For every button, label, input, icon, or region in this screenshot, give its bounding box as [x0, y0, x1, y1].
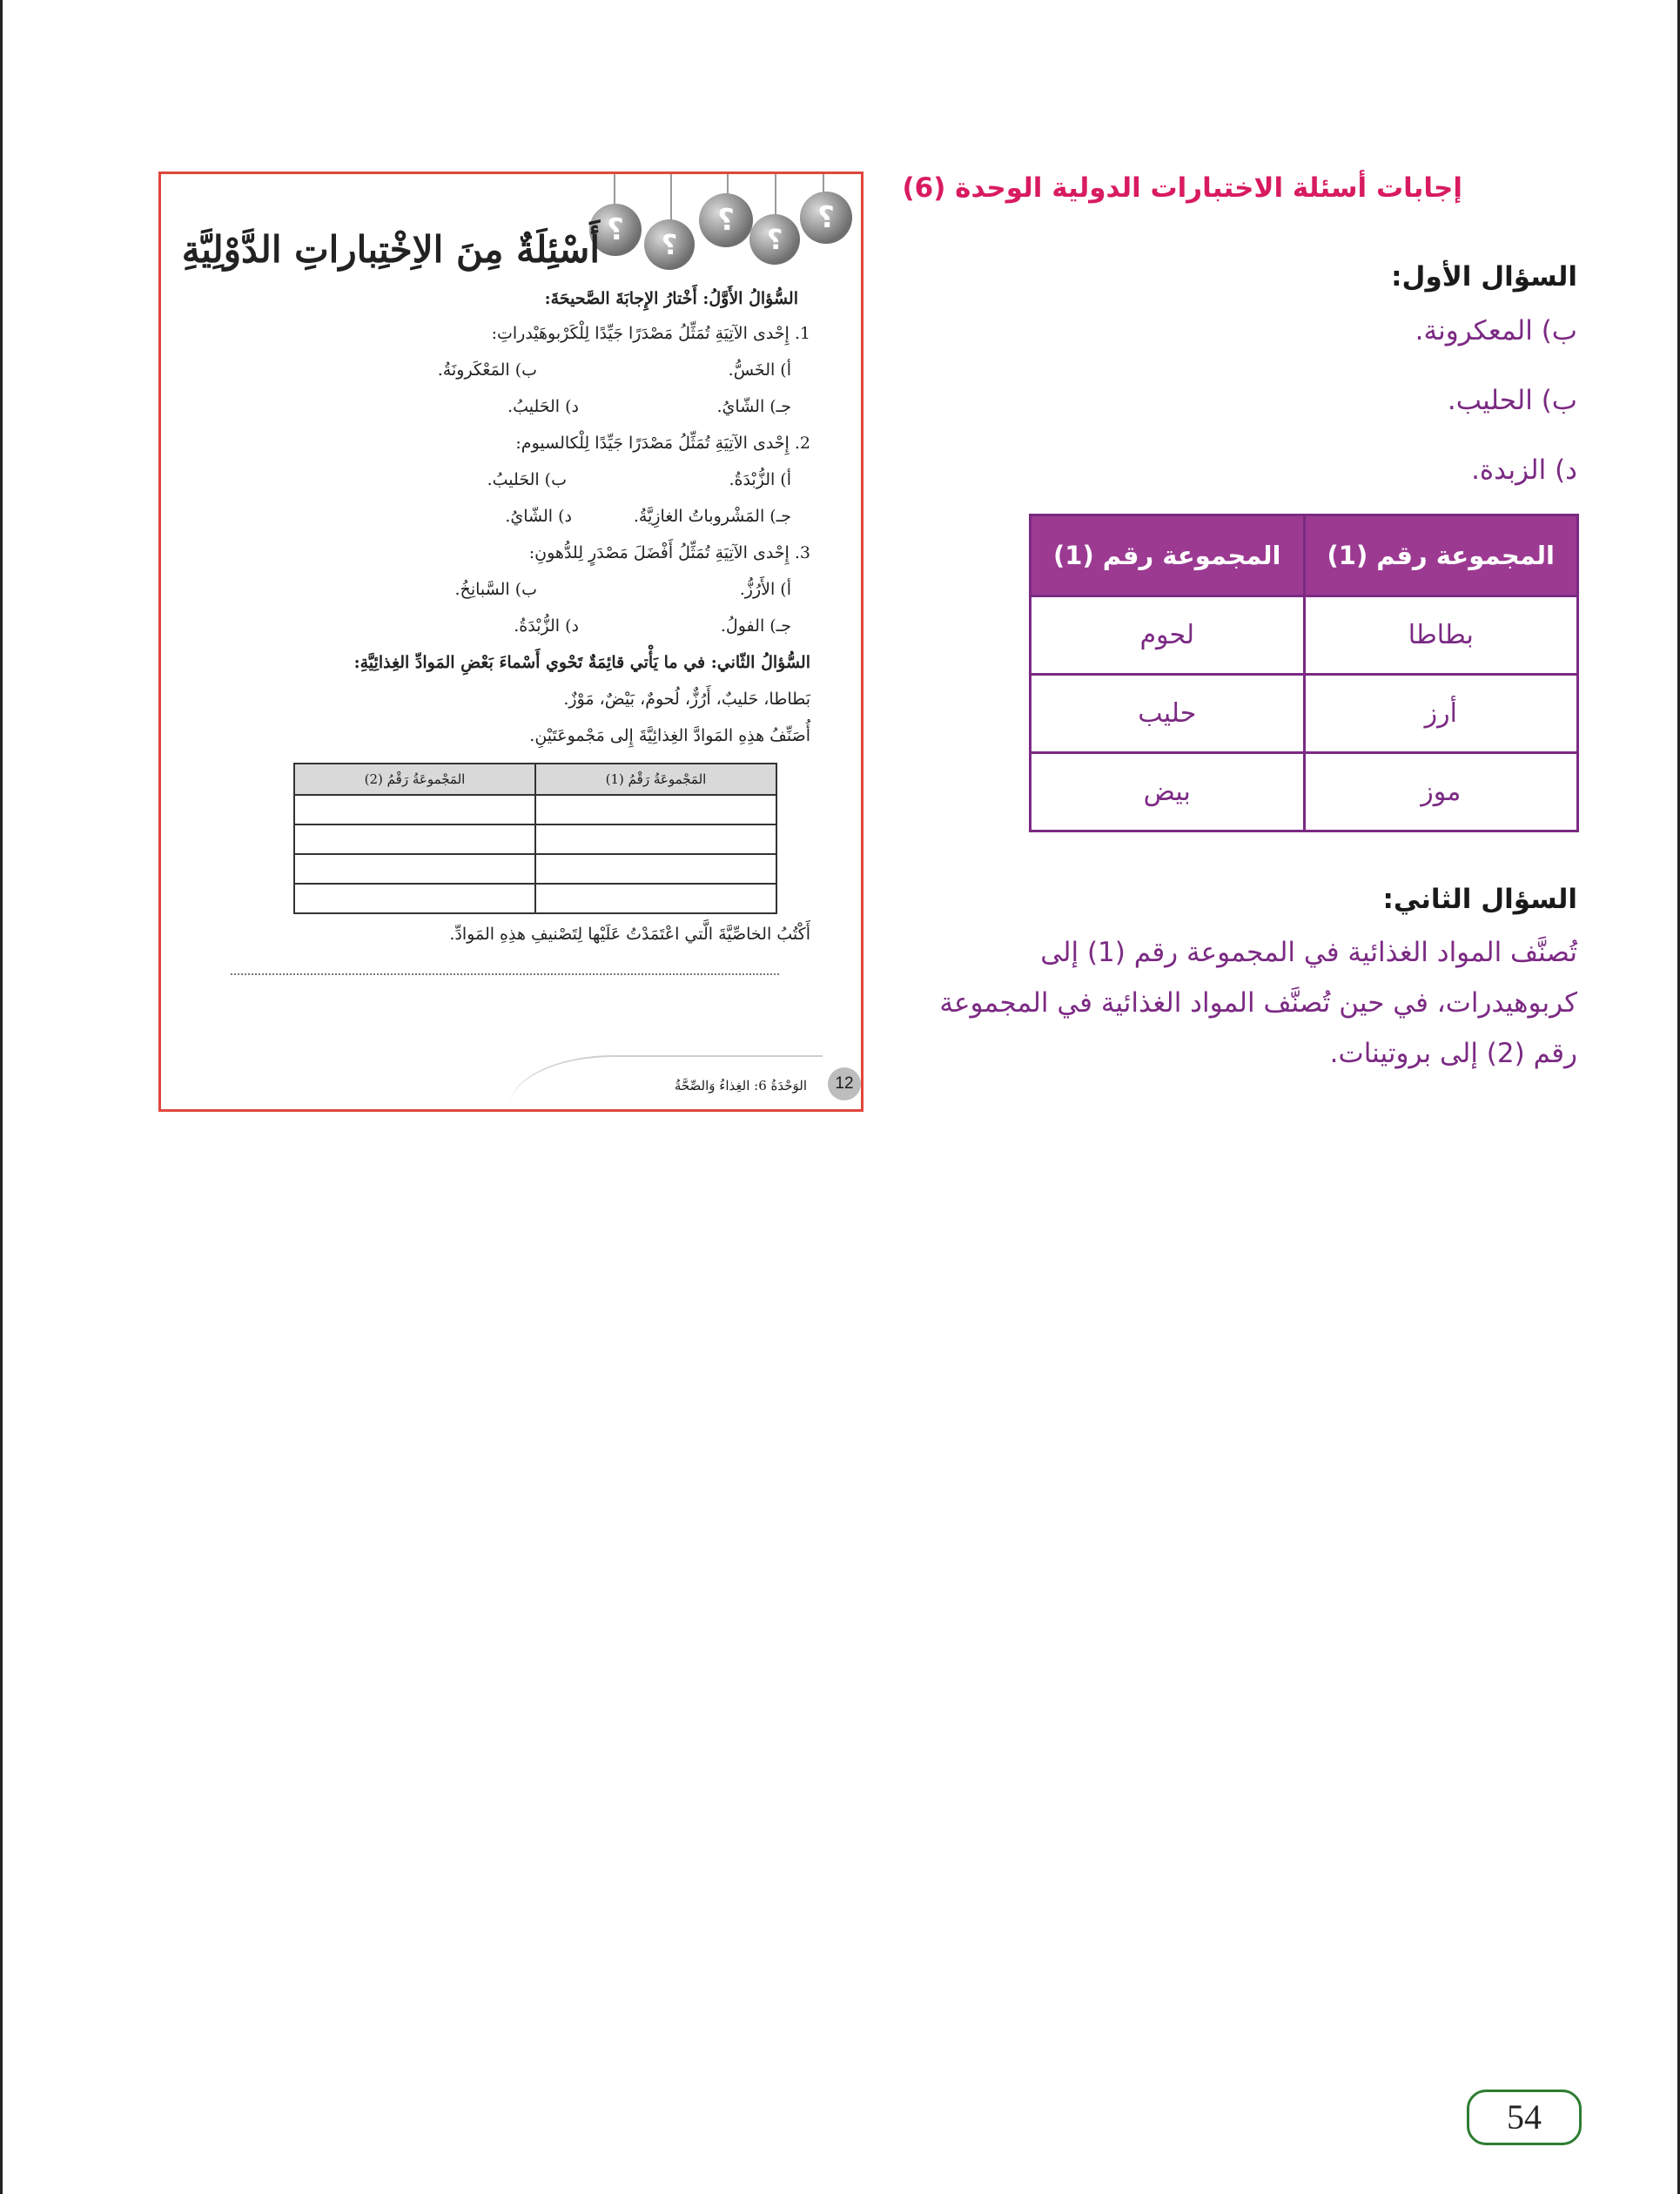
embedded-item-1-option-d: د) الحَليبُ.	[507, 397, 579, 416]
embedded-item-3-stem: 3. إِحْدى الآتِيَةِ تُمَثِّلُ أَفْضَلَ مَصْدَرٍ لِلدُّهونِ:	[528, 543, 810, 562]
question-ball-icon: ؟	[699, 193, 753, 247]
table-cell: بطاطا	[1304, 596, 1578, 675]
embedded-item-3-option-a: أ) الأَرُزُّ.	[739, 580, 791, 599]
answers-q1-item-3: د) الزبدة.	[1471, 454, 1577, 486]
answers-q2-heading: السؤال الثاني:	[1382, 884, 1577, 915]
embedded-workbook-page	[158, 172, 864, 1112]
table-cell	[535, 824, 776, 854]
embedded-item-3-option-d: د) الزُّبْدَةُ.	[514, 616, 579, 636]
question-ball-icon: ؟	[644, 219, 695, 270]
question-ball-icon: ؟	[749, 214, 800, 265]
question-ball-icon: ؟	[800, 192, 852, 244]
answers-table-header-1: المجموعة رقم (1)	[1304, 515, 1578, 596]
table-row	[1031, 596, 1578, 675]
answers-q1-item-2: ب) الحليب.	[1447, 385, 1577, 416]
answers-classification-table	[1029, 514, 1579, 832]
page-number: 54	[1467, 2090, 1582, 2145]
embedded-item-1-stem: 1. إِحْدى الآتِيَةِ تُمَثِّلُ مَصْدَرًا جَيِّدًا لِلْكَرْبوهَيْدراتِ:	[491, 324, 810, 343]
table-cell	[294, 824, 535, 854]
embedded-item-1-option-a: أ) الخَسُّ.	[728, 360, 791, 380]
table-cell: موز	[1304, 753, 1578, 831]
table-cell	[535, 795, 776, 824]
table-cell	[294, 854, 535, 884]
embedded-item-2-stem: 2. إِحْدى الآتِيَةِ تُمَثِّلُ مَصْدَرًا جَيِّدًا لِلْكالسيوم:	[515, 434, 810, 453]
embedded-q1-heading: السُّؤالُ الأَوَّلُ: أَخْتارُ الإِجابَةَ الصَّحيحَةَ:	[544, 289, 798, 308]
embedded-page-number: 12	[828, 1067, 861, 1100]
page-edge-left	[0, 0, 3, 2194]
answers-table-header-2: المجموعة رقم (1)	[1031, 515, 1305, 596]
embedded-item-2-option-b: ب) الحَليبُ.	[487, 470, 567, 489]
embedded-item-3-option-b: ب) السَّبانِخُ.	[454, 580, 537, 599]
table-cell	[294, 795, 535, 824]
table-cell: بيض	[1031, 753, 1305, 831]
table-cell: لحوم	[1031, 596, 1305, 675]
embedded-q2-list: بَطاطا، حَليبٌ، أَرُزٌّ، لُحومٌ، بَيْضٌ، مَوْزٌ.	[563, 690, 810, 709]
embedded-table-header-2: المَجْموعَةُ رَقْمُ (2)	[294, 764, 535, 795]
embedded-blank-table	[293, 763, 777, 914]
embedded-item-2-option-d: د) الشّايُ.	[505, 507, 572, 526]
embedded-write-prompt: أَكْتُبُ الخاصِّيَّةَ الَّتي اعْتَمَدْتُ عَلَيْها لِتَصْنيفِ هذِهِ المَوادِّ.	[449, 925, 810, 944]
embedded-answer-line	[231, 973, 779, 975]
embedded-item-1-option-b: ب) المَعْكَرونَةُ.	[437, 360, 537, 380]
table-cell	[535, 854, 776, 884]
embedded-footer: الوَحْدَةُ 6: الغِذاءُ وَالصِّحَّةُ	[674, 1078, 807, 1094]
embedded-item-1-option-c: جـ) الشّايُ.	[716, 397, 791, 416]
question-balls-decoration	[588, 174, 857, 287]
table-row	[1031, 753, 1578, 831]
embedded-q2-heading: السُّؤالُ الثّاني: في ما يَأْتي قائِمَةٌ تَحْوي أَسْماءَ بَعْضِ المَوادِّ الغِذائِيَّةِ:	[353, 653, 810, 672]
table-cell: أرز	[1304, 675, 1578, 753]
embedded-q2-instruction: أُصَنِّفُ هذِهِ المَوادَّ الغِذائِيَّةَ إِلى مَجْموعَتَيْنِ.	[529, 726, 810, 745]
table-cell: حليب	[1031, 675, 1305, 753]
answers-title: إجابات أسئلة الاختبارات الدولية الوحدة (6)	[902, 172, 1462, 204]
answers-q2-answer: تُصنَّف المواد الغذائية في المجموعة رقم (1) إلى كربوهيدرات، في حين تُصنَّف المواد الغذائية في المجموعة رقم (2) إلى بروتينات.	[939, 937, 1577, 1069]
embedded-table-header-1: المَجْموعَةُ رَقْمُ (1)	[535, 764, 776, 795]
embedded-title: أَسْئِلَةٌ مِنَ الاِخْتِباراتِ الدَّوْلِيَّةِ	[181, 228, 600, 271]
embedded-item-2-option-a: أ) الزُّبْدَةُ.	[729, 470, 791, 489]
table-cell	[294, 884, 535, 913]
table-cell	[535, 884, 776, 913]
answers-q1-heading: السؤال الأول:	[1391, 261, 1577, 293]
embedded-item-3-option-c: جـ) الفولُ.	[720, 616, 791, 636]
answers-q1-item-1: ب) المعكرونة.	[1415, 315, 1577, 347]
table-row	[1031, 675, 1578, 753]
embedded-item-2-option-c: جـ) المَشْروباتُ الغازِيَّةُ.	[633, 507, 791, 526]
question-ball-icon: ؟	[589, 204, 642, 256]
